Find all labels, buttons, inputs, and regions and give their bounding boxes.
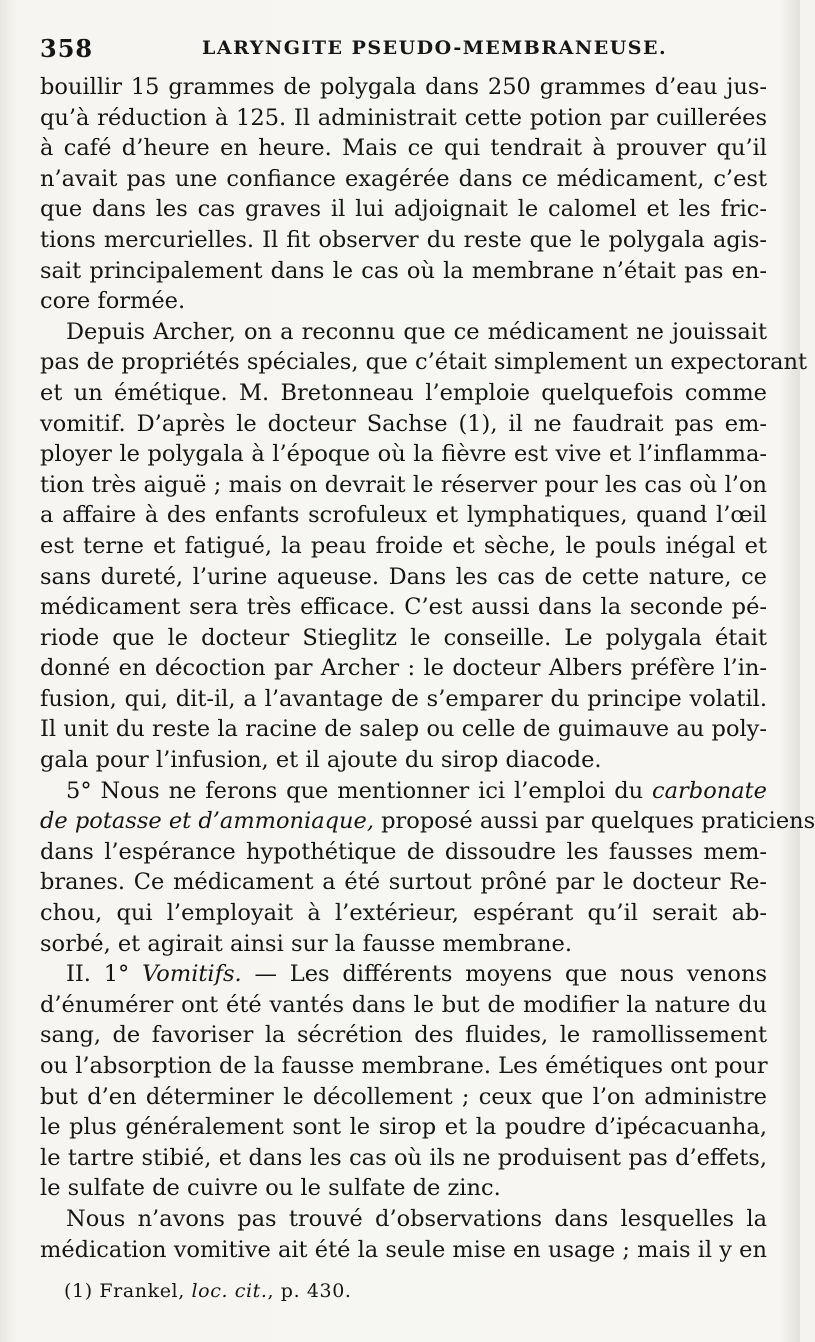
text-line: le plus généralement sont le sirop et la poudre d’ipécacuanha,	[40, 1114, 767, 1141]
text-line: sans dureté, l’urine aqueuse. Dans les cas de cette nature, ce	[40, 563, 767, 590]
section-number: II. 1°	[66, 961, 143, 988]
text-line: vomitif. D’après le docteur Sachse (1), il ne faudrait pas em-	[40, 410, 767, 437]
section-heading-line	[40, 959, 767, 990]
text-line	[40, 806, 815, 837]
paragraph-start	[40, 776, 767, 807]
text-line: qu’à réduction à 125. Il administrait cette potion par cuillerées	[40, 104, 767, 131]
text-line: ployer le polygala à l’époque où la fièvre est vive et l’inflamma-	[40, 441, 767, 468]
text-line: et un émétique. M. Bretonneau l’emploie quelquefois comme	[40, 379, 767, 406]
text-line: chou, qui l’employait à l’extérieur, espérant qu’il serait ab-	[40, 900, 767, 927]
footnote-ref: (1) Frankel,	[64, 1280, 192, 1302]
text-line: d’énumérer ont été vantés dans le but de modifier la nature du	[40, 991, 767, 1018]
paragraph-start: Nous n’avons pas trouvé d’observations dans lesquelles la	[66, 1205, 767, 1232]
footnote-rest: , p. 430.	[267, 1280, 352, 1302]
text-line: le sulfate de cuivre ou le sulfate de zinc.	[40, 1175, 501, 1202]
text-line: fusion, qui, dit-il, a l’avantage de s’emparer du principe volatil.	[40, 685, 767, 712]
page-number: 358	[40, 34, 94, 63]
text-line: tion très aiguë ; mais on devrait le réserver pour les cas où l’on	[40, 471, 767, 498]
text-line: pas de propriétés spéciales, que c’était simplement un expectorant	[40, 349, 808, 376]
footnote-italic: loc. cit.	[191, 1280, 268, 1302]
text-line: Il unit du reste la racine de salep ou celle de guimauve au poly-	[40, 716, 767, 743]
text-line: sang, de favoriser la sécrétion des fluides, le ramollissement	[40, 1022, 767, 1049]
text-line: à café d’heure en heure. Mais ce qui tendrait à prouver qu’il	[40, 135, 767, 162]
page-header	[40, 34, 772, 70]
text-line: riode que le docteur Stieglitz le conseille. Le polygala était	[40, 624, 767, 651]
section-title: Vomitifs.	[142, 961, 242, 988]
text-line: n’avait pas une confiance exagérée dans ce médicament, c’est	[40, 165, 767, 192]
text-line: a affaire à des enfants scrofuleux et lymphatiques, quand l’œil	[40, 502, 767, 529]
text-line: but d’en déterminer le décollement ; ceux que l’on administre	[40, 1083, 767, 1110]
text-line: ou l’absorption de la fausse membrane. Les émétiques ont pour	[40, 1053, 768, 1079]
text-line: tions mercurielles. Il fit observer du reste que le polygala agis-	[40, 226, 767, 253]
line-text: 5° Nous ne ferons que mentionner ici l’emploi du	[66, 777, 653, 804]
text-line: que dans les cas graves il lui adjoignait le calomel et les fric-	[40, 196, 767, 223]
text-line: est terne et fatigué, la peau froide et sèche, le pouls inégal et	[40, 532, 767, 559]
running-title: LARYNGITE PSEUDO-MEMBRANEUSE.	[202, 37, 668, 59]
italic-term: de potasse et d’ammoniaque,	[40, 808, 374, 835]
line-text: — Les différents moyens que nous venons	[241, 961, 767, 988]
footnote	[64, 1280, 352, 1302]
italic-term: carbonate	[652, 777, 767, 804]
text-line: gala pour l’infusion, et il ajoute du sirop diacode.	[40, 747, 602, 774]
text-line: sorbé, et agirait ainsi sur la fausse membrane.	[40, 930, 572, 957]
text-line: sait principalement dans le cas où la membrane n’était pas en-	[40, 257, 767, 284]
line-text: proposé aussi par quelques praticiens	[374, 808, 815, 835]
text-line: médication vomitive ait été la seule mise en usage ; mais il y en	[40, 1236, 767, 1263]
text-line: dans l’espérance hypothétique de dissoudre les fausses mem-	[40, 838, 767, 865]
text-line: core formée.	[40, 288, 186, 315]
body-text	[40, 72, 815, 1265]
text-line: branes. Ce médicament a été surtout prôné par le docteur Re-	[40, 869, 767, 896]
text-line: médicament sera très efficace. C’est aussi dans la seconde pé-	[40, 594, 767, 621]
text-line: bouillir 15 grammes de polygala dans 250 grammes d’eau jus-	[40, 74, 767, 100]
text-line: le tartre stibié, et dans les cas où ils ne produisent pas d’effets,	[40, 1144, 767, 1171]
paragraph-start: Depuis Archer, on a reconnu que ce médicament ne jouissait	[66, 318, 767, 345]
text-line: donné en décoction par Archer : le docteur Albers préfère l’in-	[40, 655, 767, 682]
